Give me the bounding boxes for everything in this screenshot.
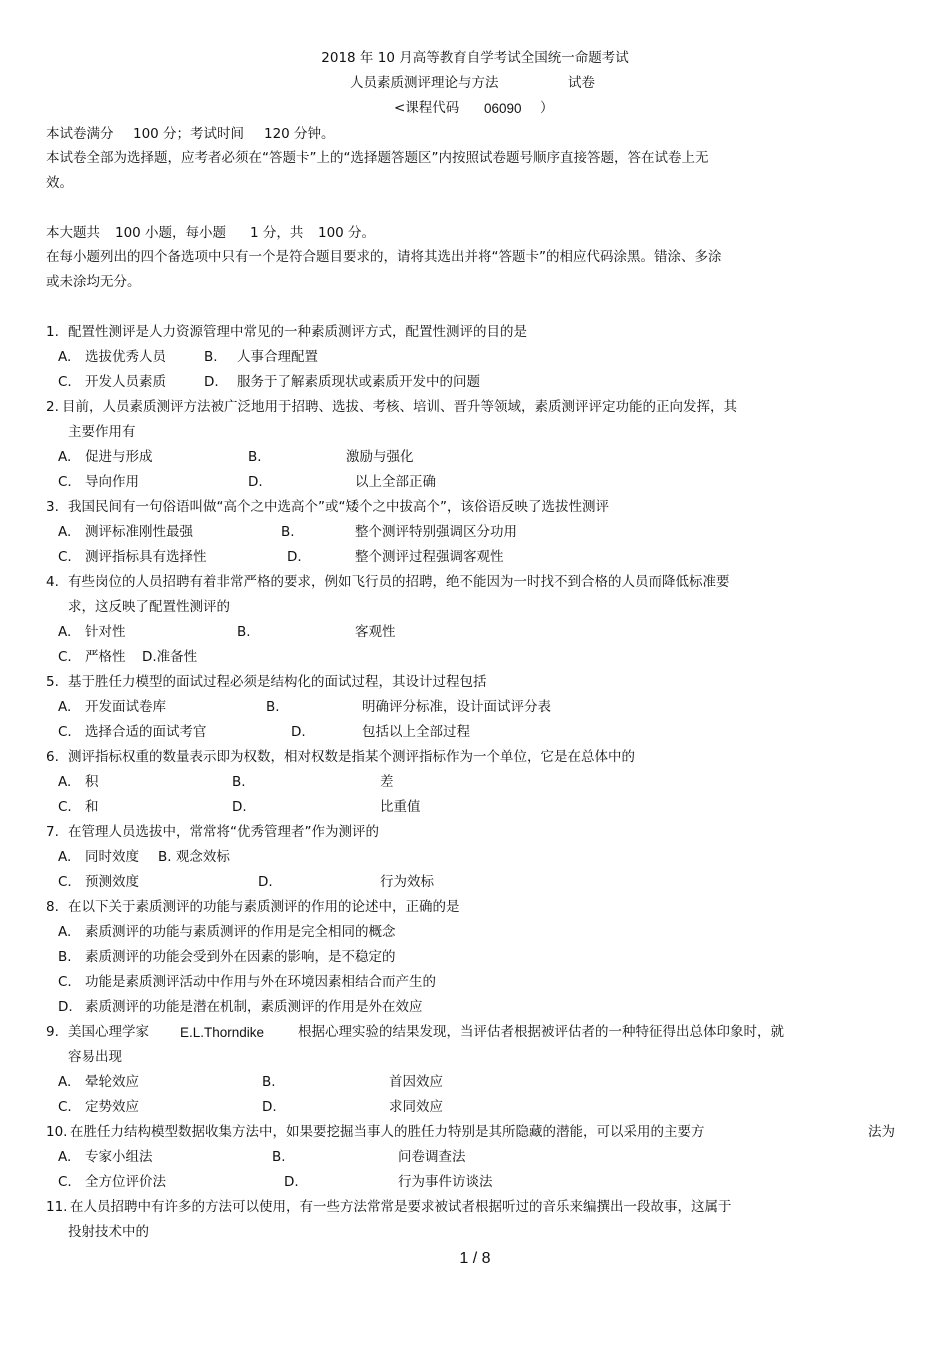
question-stem: 在胜任力结构模型数据收集方法中，如果要挖掘当事人的胜任力特别是其所隐藏的潜能，可以采用的主要方 bbox=[70, 1124, 705, 1140]
question-number: 11. bbox=[46, 1199, 68, 1215]
intro-duration: 120 分钟。 bbox=[264, 126, 335, 142]
option-text: 积 bbox=[85, 774, 99, 790]
option-text: 以上全部正确 bbox=[355, 474, 436, 490]
option-text: 专家小组法 bbox=[85, 1149, 153, 1165]
section-desc-b: 100 小题，每小题 bbox=[115, 225, 227, 241]
section-instruction-cont: 或未涂均无分。 bbox=[46, 274, 141, 290]
page-number: 1 / 8 bbox=[459, 1250, 491, 1267]
question-stem-cont: 投射技术中的 bbox=[68, 1224, 149, 1240]
question-stem: 美国心理学家 bbox=[68, 1024, 149, 1040]
option-text: 包括以上全部过程 bbox=[362, 724, 470, 740]
option-label: D. bbox=[204, 374, 219, 390]
option-text: 整个测评特别强调区分功用 bbox=[355, 524, 517, 540]
question-stem-cont: 容易出现 bbox=[68, 1049, 122, 1065]
question-stem: 在以下关于素质测评的功能与素质测评的作用的论述中，正确的是 bbox=[68, 899, 460, 915]
option-text: 全方位评价法 bbox=[85, 1174, 166, 1190]
option-label: A. bbox=[58, 1149, 72, 1165]
question-stem: 测评指标权重的数量表示即为权数，相对权数是指某个测评指标作为一个单位，它是在总体中的 bbox=[68, 749, 635, 765]
option-text: 导向作用 bbox=[85, 474, 139, 490]
option-text: 服务于了解素质现状或素质开发中的问题 bbox=[237, 374, 480, 390]
section-desc-a: 本大题共 bbox=[46, 225, 100, 241]
question-number: 9. bbox=[46, 1024, 59, 1040]
option-label: A. bbox=[58, 699, 72, 715]
section-desc-d: 100 分。 bbox=[318, 225, 376, 241]
option-label: C. bbox=[58, 549, 72, 565]
question-stem-cont: 主要作用有 bbox=[68, 424, 136, 440]
option-label: D. bbox=[262, 1099, 277, 1115]
question-number: 6. bbox=[46, 749, 59, 765]
course-code-close: ） bbox=[540, 100, 554, 116]
question-number: 10. bbox=[46, 1124, 68, 1140]
option-label: C. bbox=[58, 474, 72, 490]
option-text: 晕轮效应 bbox=[85, 1074, 139, 1090]
question-number: 7. bbox=[46, 824, 59, 840]
option-label: D. bbox=[291, 724, 306, 740]
question-number: 1. bbox=[46, 324, 59, 340]
option-label: D. bbox=[287, 549, 302, 565]
option-text: 比重值 bbox=[380, 799, 421, 815]
option-label: C. bbox=[58, 1174, 72, 1190]
option-text: 严格性 bbox=[85, 649, 126, 665]
option-label: A. bbox=[58, 1074, 72, 1090]
option-label: A. bbox=[58, 924, 72, 940]
option-text: 促进与形成 bbox=[85, 449, 153, 465]
option-text: 素质测评的功能会受到外在因素的影响，是不稳定的 bbox=[85, 949, 396, 965]
option-label: A. bbox=[58, 524, 72, 540]
option-text: 同时效度 bbox=[85, 849, 139, 865]
question-stem-cont: 求，这反映了配置性测评的 bbox=[68, 599, 230, 615]
option-text: 首因效应 bbox=[389, 1074, 443, 1090]
question-number: 8. bbox=[46, 899, 59, 915]
option-label: C. bbox=[58, 974, 72, 990]
option-text: 开发面试卷库 bbox=[85, 699, 166, 715]
course-code: 06090 bbox=[484, 101, 522, 116]
question-number: 3. bbox=[46, 499, 59, 515]
question-stem: 基于胜任力模型的面试过程必须是结构化的面试过程，其设计过程包括 bbox=[68, 674, 487, 690]
option-text: 针对性 bbox=[85, 624, 126, 640]
question-stem: 配置性测评是人力资源管理中常见的一种素质测评方式，配置性测评的目的是 bbox=[68, 324, 527, 340]
option-label: B. bbox=[272, 1149, 286, 1165]
question-stem-name: E.L.Thorndike bbox=[180, 1025, 265, 1040]
question-stem: 在管理人员选拔中，常常将“优秀管理者”作为测评的 bbox=[68, 824, 379, 840]
question-stem-rest: 根据心理实验的结果发现，当评估者根据被评估者的一种特征得出总体印象时，就 bbox=[298, 1024, 784, 1040]
option-text: 测评指标具有选择性 bbox=[85, 549, 207, 565]
question-stem: 在人员招聘中有许多的方法可以使用，有一些方法常常是要求被试者根据听过的音乐来编撰出一段故事，这属于 bbox=[70, 1199, 732, 1215]
option-text: 求同效应 bbox=[389, 1099, 443, 1115]
option-text: D.准备性 bbox=[142, 649, 198, 665]
option-label: C. bbox=[58, 799, 72, 815]
option-text: 开发人员素质 bbox=[85, 374, 166, 390]
option-text: 行为效标 bbox=[380, 874, 434, 890]
option-text: 选择合适的面试考官 bbox=[85, 724, 207, 740]
option-text: 测评标准刚性最强 bbox=[85, 524, 193, 540]
option-label: A. bbox=[58, 849, 72, 865]
option-text: 选拔优秀人员 bbox=[85, 349, 166, 365]
option-text: 行为事件访谈法 bbox=[398, 1174, 493, 1190]
option-label: A. bbox=[58, 774, 72, 790]
question-stem: 我国民间有一句俗语叫做“高个之中选高个”或“矮个之中拔高个”，该俗语反映了选拔性测评 bbox=[68, 499, 609, 515]
option-label: A. bbox=[58, 349, 72, 365]
option-label: C. bbox=[58, 374, 72, 390]
option-label: B. bbox=[58, 949, 72, 965]
option-text: B. 观念效标 bbox=[158, 849, 230, 865]
option-label: D. bbox=[232, 799, 247, 815]
option-label: B. bbox=[266, 699, 280, 715]
question-number: 2. bbox=[46, 399, 59, 415]
option-text: 整个测评过程强调客观性 bbox=[355, 549, 504, 565]
exam-title: 2018 年 10 月高等教育自学考试全国统一命题考试 bbox=[321, 50, 629, 66]
intro-score-label: 本试卷满分 bbox=[46, 126, 114, 142]
option-label: B. bbox=[232, 774, 246, 790]
option-text: 人事合理配置 bbox=[237, 349, 318, 365]
subject-title: 人员素质测评理论与方法 bbox=[350, 75, 499, 91]
section-instruction: 在每小题列出的四个备选项中只有一个是符合题目要求的，请将其选出并将“答题卡”的相应代码涂黑。错涂、多涂 bbox=[46, 249, 722, 265]
option-text: 素质测评的功能与素质测评的作用是完全相同的概念 bbox=[85, 924, 396, 940]
option-label: D. bbox=[58, 999, 73, 1015]
question-stem: 目前，人员素质测评方法被广泛地用于招聘、选拔、考核、培训、晋升等领域，素质测评评定功能的正向发挥，其 bbox=[62, 399, 737, 415]
intro-note-cont: 效。 bbox=[46, 175, 73, 191]
option-text: 问卷调查法 bbox=[398, 1149, 466, 1165]
option-text: 明确评分标准，设计面试评分表 bbox=[362, 699, 551, 715]
question-stem-end: 法为 bbox=[868, 1124, 895, 1140]
option-text: 功能是素质测评活动中作用与外在环境因素相结合而产生的 bbox=[85, 974, 436, 990]
option-label: C. bbox=[58, 724, 72, 740]
option-label: C. bbox=[58, 1099, 72, 1115]
option-label: B. bbox=[281, 524, 295, 540]
option-label: B. bbox=[248, 449, 262, 465]
option-text: 差 bbox=[380, 774, 394, 790]
intro-note: 本试卷全部为选择题，应考者必须在“答题卡”上的“选择题答题区”内按照试卷题号顺序直接答题，答在试卷上无 bbox=[46, 150, 709, 166]
option-label: D. bbox=[284, 1174, 299, 1190]
option-text: 激励与强化 bbox=[346, 449, 414, 465]
course-code-label: <课程代码 bbox=[394, 100, 460, 116]
subject-suffix: 试卷 bbox=[568, 75, 595, 91]
option-label: B. bbox=[237, 624, 251, 640]
option-label: B. bbox=[262, 1074, 276, 1090]
option-label: A. bbox=[58, 624, 72, 640]
question-number: 4. bbox=[46, 574, 59, 590]
question-stem: 有些岗位的人员招聘有着非常严格的要求，例如飞行员的招聘，绝不能因为一时找不到合格的人员而降低标准要 bbox=[68, 574, 730, 590]
option-text: 预测效度 bbox=[85, 874, 139, 890]
option-label: A. bbox=[58, 449, 72, 465]
question-number: 5. bbox=[46, 674, 59, 690]
option-label: D. bbox=[258, 874, 273, 890]
option-text: 素质测评的功能是潜在机制，素质测评的作用是外在效应 bbox=[85, 999, 423, 1015]
option-text: 定势效应 bbox=[85, 1099, 139, 1115]
option-label: B. bbox=[204, 349, 218, 365]
intro-score-time: 100 分；考试时间 bbox=[133, 126, 245, 142]
option-label: C. bbox=[58, 874, 72, 890]
section-desc-c: 1 分，共 bbox=[250, 225, 304, 241]
option-text: 客观性 bbox=[355, 624, 396, 640]
option-label: D. bbox=[248, 474, 263, 490]
option-text: 和 bbox=[85, 799, 99, 815]
option-label: C. bbox=[58, 649, 72, 665]
